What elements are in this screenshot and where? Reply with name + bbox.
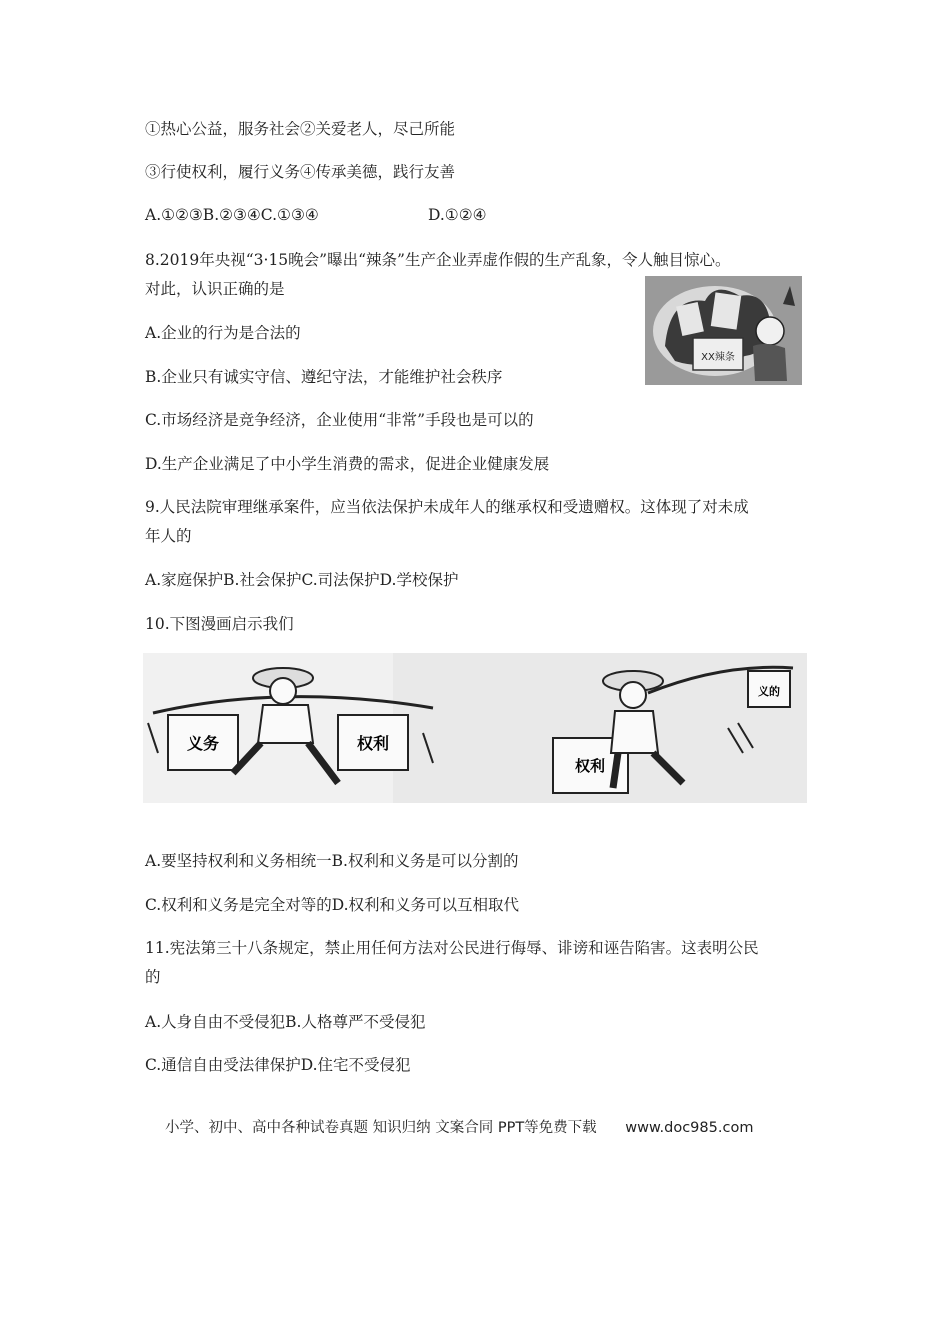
q11-options-ab: A.人身自由不受侵犯B.人格尊严不受侵犯 (145, 1013, 426, 1031)
cartoon-box-label: XX辣条 (701, 352, 735, 363)
q9-options: A.家庭保护B.社会保护C.司法保护D.学校保护 (145, 571, 459, 589)
q8-option-b: B.企业只有诚实守信、遵纪守法，才能维护社会秩序 (145, 368, 503, 386)
option-line-1: ①热心公益，服务社会②关爱老人，尽己所能 (145, 120, 456, 138)
q11-stem-2: 的 (145, 968, 161, 986)
duty-box-label: 义务 (186, 734, 220, 753)
ground-box-label: 权利 (574, 757, 606, 775)
page-footer (165, 1116, 753, 1137)
q8-stem-2: 对此，认识正确的是 (145, 280, 285, 298)
q10-options-ab: A.要坚持权利和义务相统一B.权利和义务是可以分割的 (145, 852, 519, 870)
q11-stem-1: 11.宪法第三十八条规定，禁止用任何方法对公民进行侮辱、诽谤和诬告陷害。这表明公民 (145, 939, 759, 957)
right-box-label: 权利 (356, 734, 390, 753)
cartoon-rights-duties (143, 653, 807, 803)
q7-choices-abc: A.①②③B.②③④C.①③④ (145, 206, 319, 224)
q7-choices (145, 205, 645, 225)
option-line-2: ③行使权利，履行义务④传承美德，践行友善 (145, 163, 456, 181)
q9-stem-1: 9.人民法院审理继承案件，应当依法保护未成年人的继承权和受遗赠权。这体现了对未成 (145, 498, 749, 516)
q8-stem-1: 8.2019年央视“3·15晚会”曝出“辣条”生产企业弄虚作假的生产乱象，令人触目惊心。 (145, 251, 731, 269)
q10-options-cd: C.权利和义务是完全对等的D.权利和义务可以互相取代 (145, 896, 520, 914)
q8-option-c: C.市场经济是竞争经济，企业使用“非常”手段也是可以的 (145, 411, 534, 429)
q9-stem-2: 年人的 (145, 527, 192, 545)
cartoon-spicy-strip-factory (645, 276, 802, 385)
footer-text: 小学、初中、高中各种试卷真题 知识归纳 文案合同 PPT等免费下载 (165, 1120, 597, 1136)
q7-choice-d: D.①②④ (428, 206, 487, 224)
footer-url[interactable]: www.doc985.com (625, 1120, 754, 1136)
small-box-label: 义的 (758, 685, 780, 698)
q11-options-cd: C.通信自由受法律保护D.住宅不受侵犯 (145, 1056, 411, 1074)
q8-option-d: D.生产企业满足了中小学生消费的需求，促进企业健康发展 (145, 455, 550, 473)
q8-option-a: A.企业的行为是合法的 (145, 324, 301, 342)
q10-stem: 10.下图漫画启示我们 (145, 615, 294, 633)
